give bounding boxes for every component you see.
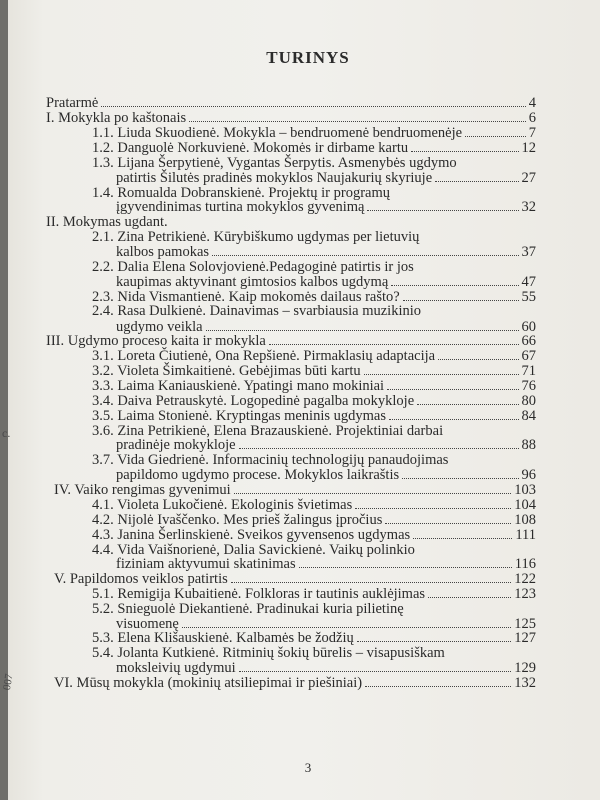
toc-page-number: 12: [521, 140, 536, 156]
toc-entry: [92, 363, 536, 379]
dot-leader: [189, 121, 526, 122]
dot-leader: [367, 210, 518, 211]
toc-entry-title: 4.4. Vida Vaišnorienė, Dalia Savickienė. Vaikų polinkio: [92, 542, 415, 558]
toc-entry: [92, 512, 536, 528]
toc-entry: [92, 378, 536, 394]
toc-entry-title: 3.1. Loreta Čiutienė, Ona Repšienė. Pirmaklasių adaptacija: [92, 348, 436, 364]
toc-entry-title: 3.2. Violeta Šimkaitienė. Gebėjimas būti kartu: [92, 363, 361, 379]
toc-entry-title-continued: kalbos pamokas: [116, 244, 210, 260]
dot-leader: [365, 686, 511, 687]
toc-entry-title: 2.2. Dalia Elena Solovjovienė.Pedagoginė patirtis ir jos: [92, 259, 414, 275]
dot-leader: [234, 493, 512, 494]
toc-entry: [46, 110, 536, 126]
edge-mark-left-rotated: 007: [0, 672, 16, 692]
toc-entry-title: Pratarmė: [46, 95, 99, 111]
toc-entry: [92, 393, 536, 409]
toc-page-number: 84: [521, 408, 536, 424]
dot-leader: [182, 627, 511, 628]
toc-entry: [92, 229, 419, 245]
toc-entry-title: 3.7. Vida Giedrienė. Informacinių technologijų panaudojimas: [92, 452, 449, 468]
dot-leader: [438, 359, 518, 360]
dot-leader: [101, 106, 525, 107]
dot-leader: [417, 404, 518, 405]
toc-entry-continuation: [116, 170, 536, 186]
toc-page-number: 111: [515, 527, 536, 543]
dot-leader: [403, 300, 519, 301]
toc-entry-title: 3.6. Zina Petrikienė, Elena Brazauskienė. Projektiniai darbai: [92, 423, 444, 439]
toc-entry-title: 3.4. Daiva Petrauskytė. Logopedinė pagalba mokykloje: [92, 393, 415, 409]
toc-entry: [92, 140, 536, 156]
toc-entry: [92, 125, 536, 141]
toc-entry-title: I. Mokykla po kaštonais: [46, 110, 187, 126]
dot-leader: [387, 389, 518, 390]
toc-entry-title-continued: kaupimas aktyvinant gimtosios kalbos ugdymą: [116, 274, 389, 290]
toc-entry: [92, 630, 536, 646]
toc-entry-title: 3.5. Laima Stonienė. Kryptingas meninis ugdymas: [92, 408, 386, 424]
toc-entry-title: 5.1. Remigija Kubaitienė. Folkloras ir tautinis auklėjimas: [92, 586, 426, 602]
dot-leader: [364, 374, 519, 375]
toc-page-number: 129: [514, 660, 536, 676]
dot-leader: [299, 567, 512, 568]
toc-page-number: 6: [528, 110, 536, 126]
toc-entry: [46, 333, 536, 349]
toc-entry-title-continued: įgyvendinimas turtina mokyklos gyvenimą: [116, 199, 365, 215]
toc-entry-title: 5.4. Jolanta Kutkienė. Ritminių šokių būrelis – visapusiškam: [92, 645, 445, 661]
toc-page-number: 55: [521, 289, 536, 305]
dot-leader: [212, 255, 518, 256]
toc-page-number: 132: [514, 675, 536, 691]
toc-page-number: 80: [521, 393, 536, 409]
toc-page-number: 103: [514, 482, 536, 498]
toc-page-number: 66: [521, 333, 536, 349]
toc-entry: [54, 571, 536, 587]
toc-page-number: 88: [521, 437, 536, 453]
toc-entry: [92, 527, 536, 543]
toc-entry-title: III. Ugdymo proceso kaita ir mokykla: [46, 333, 266, 349]
toc-entry: [92, 497, 536, 513]
toc-entry: [92, 155, 457, 171]
toc-entry-title: 2.1. Zina Petrikienė. Kūrybiškumo ugdymas per lietuvių: [92, 229, 420, 245]
toc-entry-title: V. Papildomos veiklos patirtis: [54, 571, 228, 587]
toc-entry: [92, 645, 445, 661]
page-number: 3: [304, 760, 312, 775]
toc-entry-title-continued: ugdymo veikla: [116, 319, 203, 335]
dot-leader: [269, 344, 519, 345]
dot-leader: [355, 508, 511, 509]
toc-entry-title: 4.1. Violeta Lukočienė. Ekologinis švietimas: [92, 497, 353, 513]
toc-page-number: 67: [521, 348, 536, 364]
toc-entry-title: 1.1. Liuda Skuodienė. Mokykla – bendruomenė bendruomenėje: [92, 125, 463, 141]
dot-leader: [385, 523, 511, 524]
toc-page-number: 96: [521, 467, 536, 483]
toc-entry: [46, 214, 536, 230]
dot-leader: [391, 285, 518, 286]
toc-entry: [92, 586, 536, 602]
toc-page-number: 116: [514, 556, 536, 572]
toc-entry-title: 4.2. Nijolė Ivaščenko. Mes prieš žalingus įpročius: [92, 512, 383, 528]
toc-entry-title-continued: fiziniam aktyvumui skatinimas: [116, 556, 296, 572]
toc-entry-title: 5.2. Snieguolė Diekantienė. Pradinukai kuria pilietinę: [92, 601, 404, 617]
page-title: TURINYS: [266, 48, 350, 67]
toc-page-number: 60: [521, 319, 536, 335]
toc-entry-continuation: [116, 199, 536, 215]
toc-entry-title-continued: patirtis Šilutės pradinės mokyklos Naujakurių skyriuje: [116, 170, 433, 186]
toc-entry: [92, 601, 404, 617]
dot-leader: [239, 671, 512, 672]
toc-entry-title: 2.3. Nida Vismantienė. Kaip mokomės dailaus rašto?: [92, 289, 400, 305]
toc-entry-continuation: [116, 437, 536, 453]
book-page: [8, 0, 600, 800]
toc-page-number: 4: [528, 95, 536, 111]
toc-entry: [92, 259, 414, 275]
toc-entry-continuation: [116, 274, 536, 290]
toc-page-number: 27: [521, 170, 536, 186]
dot-leader: [435, 181, 518, 182]
dot-leader: [465, 136, 526, 137]
toc-entry: [92, 408, 536, 424]
toc-entry-title: 1.4. Romualda Dobranskienė. Projektų ir programų: [92, 185, 390, 201]
toc-page-number: 76: [521, 378, 536, 394]
dot-leader: [428, 597, 511, 598]
toc-entry-title: 5.3. Elena Klišauskienė. Kalbamės be žodžių: [92, 630, 354, 646]
toc-entry-title: IV. Vaiko rengimas gyvenimui: [54, 482, 231, 498]
toc-page-number: 122: [514, 571, 536, 587]
toc-entry: [54, 675, 536, 691]
toc-page-number: 104: [514, 497, 536, 513]
toc-entry-title-continued: visuomenę: [116, 616, 179, 632]
dot-leader: [206, 330, 519, 331]
toc-page-number: 108: [514, 512, 536, 528]
toc-page-number: 127: [514, 630, 536, 646]
toc-entry-title-continued: papildomo ugdymo procese. Mokyklos laikraštis: [116, 467, 400, 483]
toc-entry-title: 3.3. Laima Kaniauskienė. Ypatingi mano mokiniai: [92, 378, 385, 394]
toc-page-number: 47: [521, 274, 536, 290]
toc-entry: [92, 348, 536, 364]
toc-entry-title: 1.3. Lijana Šerpytienė, Vygantas Šerpytis. Asmenybės ugdymo: [92, 155, 457, 171]
toc-entry-title-continued: moksleivių ugdymui: [116, 660, 236, 676]
dot-leader: [231, 582, 512, 583]
toc-entry-continuation: [116, 467, 536, 483]
toc-page-number: 32: [521, 199, 536, 215]
toc-entry: [46, 95, 536, 111]
toc-entry-title: VI. Mūsų mokykla (mokinių atsiliepimai ir piešiniai): [54, 675, 363, 691]
toc-entry-continuation: [116, 556, 536, 572]
dot-leader: [389, 419, 519, 420]
toc-entry-title: 1.2. Danguolė Norkuvienė. Mokomės ir dirbame kartu: [92, 140, 409, 156]
dot-leader: [239, 448, 519, 449]
toc-entry-continuation: [116, 244, 536, 260]
toc-entry-continuation: [116, 660, 536, 676]
toc-page-number: 71: [521, 363, 536, 379]
toc-entry-title: 2.4. Rasa Dulkienė. Dainavimas – svarbiausia muzikinio: [92, 303, 421, 319]
dot-leader: [357, 641, 512, 642]
toc-entry: [92, 452, 448, 468]
toc-page-number: 7: [528, 125, 536, 141]
toc-entry: [92, 303, 421, 319]
dot-leader: [413, 538, 512, 539]
toc-entry: [54, 482, 536, 498]
toc-page-number: 125: [514, 616, 536, 632]
toc-page-number: 123: [514, 586, 536, 602]
edge-mark-left: c.: [2, 426, 11, 440]
toc-entry-title: II. Mokymas ugdant.: [46, 214, 168, 230]
toc-entry-title-continued: pradinėje mokykloje: [116, 437, 236, 453]
dot-leader: [411, 151, 518, 152]
toc-entry-title: 4.3. Janina Šerlinskienė. Sveikos gyvensenos ugdymas: [92, 527, 411, 543]
dot-leader: [402, 478, 518, 479]
toc-page-number: 37: [521, 244, 536, 260]
